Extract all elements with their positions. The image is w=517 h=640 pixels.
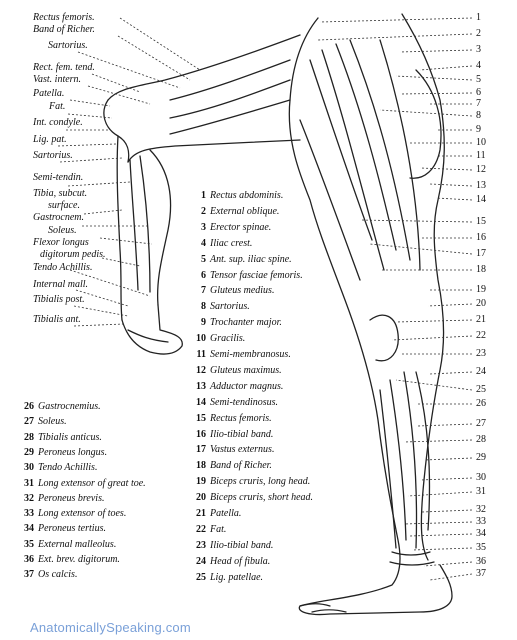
key-label: Ilio-tibial band.	[210, 539, 274, 551]
key-entry-19	[186, 476, 310, 488]
label-raised-leg-10: Semi-tendin.	[33, 172, 84, 183]
key-label: Rectus femoris.	[210, 412, 272, 424]
raised-calf-outline	[150, 150, 171, 305]
key-number: 12	[196, 364, 206, 376]
key-entry-25	[186, 572, 263, 584]
key-entry-31	[14, 478, 146, 490]
key-entry-8	[186, 301, 250, 313]
raised-thigh-bottom-outline	[128, 140, 300, 162]
standing-leg-front-outline	[289, 18, 452, 615]
key-entry-24	[186, 556, 270, 568]
label-raised-leg-9: Sartorius.	[33, 150, 73, 161]
key-number: 15	[196, 412, 206, 424]
callout-number-6: 6	[476, 87, 481, 98]
key-label: Sartorius.	[210, 301, 250, 313]
key-entry-7	[186, 285, 274, 297]
callout-number-34: 34	[476, 528, 486, 539]
key-entry-17	[186, 444, 274, 456]
key-number: 10	[196, 333, 206, 345]
key-number: 35	[24, 538, 34, 550]
key-label: Ant. sup. iliac spine.	[210, 253, 292, 265]
key-entry-5	[186, 254, 292, 266]
key-number: 31	[24, 477, 34, 489]
key-number: 19	[196, 476, 206, 488]
callout-number-29: 29	[476, 452, 486, 463]
key-entry-35	[14, 539, 116, 551]
callout-number-15: 15	[476, 216, 486, 227]
key-entry-28	[14, 432, 102, 444]
label-raised-leg-12: surface.	[48, 200, 80, 211]
key-number: 28	[24, 431, 34, 443]
key-entry-22	[186, 524, 226, 536]
key-label: Band of Richer.	[210, 460, 272, 472]
raised-shin-front-outline	[117, 136, 122, 320]
key-number: 6	[201, 269, 206, 281]
key-number: 17	[196, 444, 206, 456]
callout-number-31: 31	[476, 486, 486, 497]
key-entry-27	[14, 416, 67, 428]
label-raised-leg-0: Rectus femoris.	[33, 12, 95, 23]
key-label: Adductor magnus.	[210, 380, 284, 392]
callout-number-24: 24	[476, 366, 486, 377]
key-entry-34	[14, 523, 106, 535]
callout-number-12: 12	[476, 164, 486, 175]
key-entry-15	[186, 413, 272, 425]
key-entry-3	[186, 222, 271, 234]
callout-number-27: 27	[476, 418, 486, 429]
label-raised-leg-1: Band of Richer.	[33, 24, 95, 35]
key-number: 14	[196, 396, 206, 408]
callout-number-7: 7	[476, 98, 481, 109]
key-label: Peroneus longus.	[38, 446, 108, 458]
key-number: 18	[196, 460, 206, 472]
key-number: 8	[201, 301, 206, 313]
label-raised-leg-5: Patella.	[33, 88, 65, 99]
key-entry-1	[186, 190, 283, 202]
key-label: Tendo Achillis.	[38, 462, 98, 474]
key-label: Long extensor of toes.	[38, 508, 127, 520]
key-label: Long extensor of great toe.	[38, 477, 146, 489]
knee-outline	[370, 315, 398, 361]
key-number: 33	[24, 508, 34, 520]
key-number: 24	[196, 555, 206, 567]
callout-number-5: 5	[476, 74, 481, 85]
callout-number-36: 36	[476, 556, 486, 567]
callout-number-30: 30	[476, 472, 486, 483]
callout-number-16: 16	[476, 232, 486, 243]
key-number: 2	[201, 205, 206, 217]
label-raised-leg-11: Tibia, subcut.	[33, 188, 88, 199]
callout-number-32: 32	[476, 504, 486, 515]
callout-number-14: 14	[476, 194, 486, 205]
label-raised-leg-20: Tibialis ant.	[33, 314, 81, 325]
key-number: 36	[24, 554, 34, 565]
key-number: 9	[201, 317, 206, 329]
key-entry-29	[14, 447, 107, 459]
key-number: 23	[196, 539, 206, 551]
key-label: Peroneus tertius.	[38, 523, 106, 535]
key-entry-16	[186, 429, 273, 441]
callout-number-37: 37	[476, 568, 486, 579]
key-number: 4	[201, 237, 206, 249]
callout-number-19: 19	[476, 284, 486, 295]
key-number: 22	[196, 523, 206, 535]
raised-knee-outline	[104, 100, 129, 162]
callout-number-1: 1	[476, 12, 481, 23]
key-number: 7	[201, 285, 206, 297]
key-entry-36	[14, 554, 120, 566]
key-entry-21	[186, 508, 241, 520]
label-raised-leg-7: Int. condyle.	[33, 117, 83, 128]
callout-number-10: 10	[476, 137, 486, 148]
key-label: Patella.	[210, 508, 242, 519]
key-number: 32	[24, 492, 34, 504]
key-entry-6	[186, 270, 303, 282]
key-entry-13	[186, 381, 283, 393]
label-raised-leg-2: Sartorius.	[48, 40, 88, 51]
key-label: Semi-tendinosus.	[210, 396, 279, 408]
callout-number-21: 21	[476, 314, 486, 325]
key-entry-4	[186, 238, 252, 250]
key-label: Ext. brev. digitorum.	[38, 554, 120, 565]
callout-number-9: 9	[476, 124, 481, 135]
callout-number-18: 18	[476, 264, 486, 275]
key-entry-32	[14, 493, 104, 505]
key-label: Biceps cruris, short head.	[210, 492, 314, 504]
key-label: External malleolus.	[38, 538, 117, 550]
key-number: 26	[24, 401, 34, 412]
callout-number-8: 8	[476, 110, 481, 121]
key-label: Os calcis.	[38, 569, 78, 581]
key-entry-30	[14, 462, 97, 474]
watermark: AnatomicallySpeaking.com	[30, 620, 191, 635]
key-label: Erector spinae.	[210, 221, 272, 233]
key-number: 37	[24, 569, 34, 581]
key-label: Fat.	[210, 523, 227, 535]
label-raised-leg-18: Internal mall.	[33, 279, 88, 290]
key-label: Gluteus medius.	[210, 285, 275, 297]
key-number: 34	[24, 523, 34, 535]
callout-number-17: 17	[476, 248, 486, 259]
label-raised-leg-8: Lig. pat.	[33, 134, 67, 145]
callout-number-22: 22	[476, 330, 486, 341]
key-number: 20	[196, 492, 206, 504]
callout-number-3: 3	[476, 44, 481, 55]
label-raised-leg-15: Flexor longus	[33, 237, 89, 248]
key-number: 25	[196, 571, 206, 583]
key-number: 11	[196, 349, 206, 360]
key-label: Rectus abdominis.	[210, 190, 284, 201]
label-raised-leg-6: Fat.	[49, 101, 66, 112]
callout-number-2: 2	[476, 28, 481, 39]
key-entry-14	[186, 397, 278, 409]
key-entry-10	[186, 333, 245, 345]
raised-foot-outline	[122, 305, 182, 354]
key-number: 30	[24, 462, 34, 474]
key-label: Semi-membranosus.	[210, 349, 291, 360]
key-label: Peroneus brevis.	[38, 492, 105, 504]
callout-number-33: 33	[476, 516, 486, 527]
key-label: Gluteus maximus.	[210, 364, 282, 376]
key-entry-37	[14, 569, 77, 581]
callout-number-11: 11	[476, 150, 486, 161]
label-raised-leg-13: Gastrocnem.	[33, 212, 85, 223]
key-label: Tensor fasciae femoris.	[210, 269, 303, 281]
key-label: Trochanter major.	[210, 317, 282, 329]
label-raised-leg-14: Soleus.	[48, 225, 77, 236]
key-entry-2	[186, 206, 279, 218]
key-number: 13	[196, 380, 206, 392]
callout-number-26: 26	[476, 398, 486, 409]
callout-number-25: 25	[476, 384, 486, 395]
key-label: Gracilis.	[210, 333, 246, 345]
callout-number-35: 35	[476, 542, 486, 553]
key-label: Biceps cruris, long head.	[210, 476, 311, 488]
key-label: Gastrocnemius.	[38, 401, 101, 412]
callout-number-23: 23	[476, 348, 486, 359]
standing-leg-back-outline	[402, 14, 444, 560]
key-label: Lig. patellae.	[210, 571, 264, 583]
callout-number-28: 28	[476, 434, 486, 445]
key-number: 21	[196, 508, 206, 519]
key-entry-11	[186, 349, 291, 361]
key-label: Iliac crest.	[210, 237, 253, 249]
callout-number-4: 4	[476, 60, 481, 71]
key-entry-20	[186, 492, 313, 504]
key-number: 1	[201, 190, 206, 201]
key-label: Vastus externus.	[210, 444, 275, 456]
key-number: 27	[24, 416, 34, 428]
key-entry-23	[186, 540, 273, 552]
label-raised-leg-3: Rect. fem. tend.	[33, 62, 95, 73]
key-number: 3	[201, 221, 206, 233]
key-entry-12	[186, 365, 282, 377]
label-raised-leg-16: digitorum pedis.	[40, 249, 106, 260]
label-raised-leg-19: Tibialis post.	[33, 294, 85, 305]
key-number: 29	[24, 446, 34, 458]
label-raised-leg-4: Vast. intern.	[33, 74, 82, 85]
key-label: Soleus.	[38, 416, 67, 428]
key-label: Head of fibula.	[210, 555, 271, 567]
key-label: Ilio-tibial band.	[210, 428, 274, 440]
key-label: Tibialis anticus.	[38, 431, 102, 443]
callout-number-20: 20	[476, 298, 486, 309]
callout-number-13: 13	[476, 180, 486, 191]
key-entry-9	[186, 317, 282, 329]
key-entry-26	[14, 401, 101, 413]
key-number: 16	[196, 428, 206, 440]
key-entry-33	[14, 508, 126, 520]
key-number: 5	[201, 253, 206, 265]
key-entry-18	[186, 460, 272, 472]
label-raised-leg-17: Tendo Achillis.	[33, 262, 93, 273]
key-label: External oblique.	[210, 205, 280, 217]
